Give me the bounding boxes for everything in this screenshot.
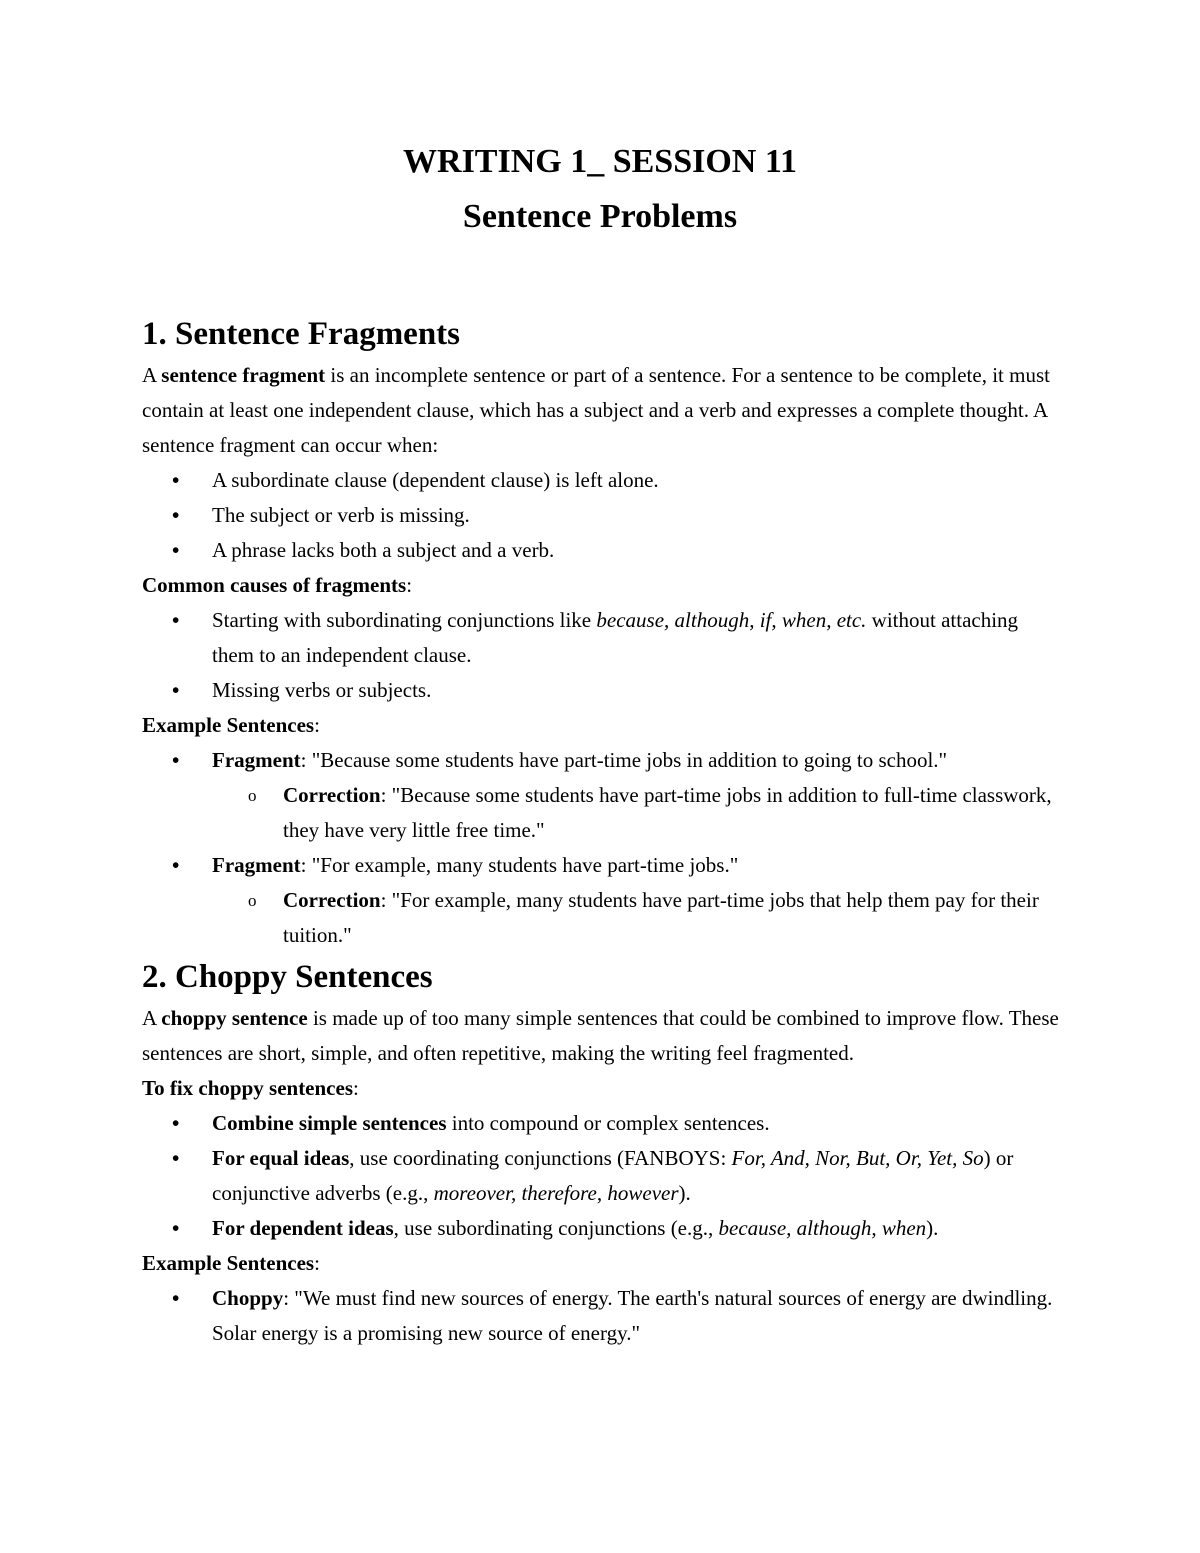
section-heading-choppy: 2. Choppy Sentences <box>142 959 433 995</box>
label-bold: Example Sentences <box>142 713 315 737</box>
text-run: , use subordinating conjunctions (e.g., <box>393 1216 719 1240</box>
list-item: • A subordinate clause (dependent clause) is left alone. <box>142 463 1062 498</box>
label-bold: Fragment <box>212 853 301 877</box>
text-run: : "We must find new sources of energy. The earth's natural sources of energy are dwindling. Solar energy is a promising new source of energy." <box>212 1286 1053 1345</box>
example-correction <box>142 778 1062 848</box>
example-fragment <box>142 848 1062 883</box>
text-run: A <box>142 1006 162 1030</box>
colon: : <box>406 573 413 597</box>
example-fragment <box>142 743 1062 778</box>
list-item: • The subject or verb is missing. <box>142 498 1062 533</box>
text-run: A <box>142 363 162 387</box>
term-choppy-sentence: choppy sentence <box>161 1006 308 1030</box>
colon: : <box>353 1076 359 1100</box>
term-sentence-fragment: sentence fragment <box>161 363 326 387</box>
italic-run: because, although, when <box>718 1216 927 1240</box>
text-run: , use coordinating conjunctions (FANBOYS: <box>349 1146 732 1170</box>
fragment-examples-list <box>142 743 1062 953</box>
document-subtitle: Sentence Problems <box>462 198 738 235</box>
list-item: • A phrase lacks both a subject and a verb. <box>142 533 1062 568</box>
document-title: WRITING 1_ SESSION 11 <box>403 143 797 180</box>
italic-run: For, And, Nor, But, Or, Yet, So <box>731 1146 984 1170</box>
document-body <box>142 310 1062 1351</box>
label-bold: Choppy <box>212 1286 284 1310</box>
examples-label <box>142 1246 1062 1281</box>
fragment-occurrence-list <box>142 463 1062 568</box>
label-bold: Fragment <box>212 748 301 772</box>
text-run: ). <box>678 1181 691 1205</box>
choppy-definition <box>142 1001 1062 1071</box>
text-run: : "Because some students have part-time jobs in addition to full-time classwork, they have very little free time." <box>283 783 1052 842</box>
text-run: : "For example, many students have part-time jobs that help them pay for their tuition." <box>283 888 1039 947</box>
text-run: into compound or complex sentences. <box>446 1111 770 1135</box>
text-run: is an incomplete sentence or part of a sentence. For a sentence to be complete, it must contain at least one independent clause, which has a subject and a verb and expresses a complete thought. A sentence fragment can occur when: <box>142 363 1050 457</box>
section-heading-fragments: 1. Sentence Fragments <box>142 316 461 352</box>
example-choppy <box>142 1281 1062 1351</box>
italic-run: because, although, if, when, etc. <box>596 608 867 632</box>
label-bold: For equal ideas <box>212 1146 350 1170</box>
list-item <box>142 1141 1062 1211</box>
label-bold: Example Sentences <box>142 1251 315 1275</box>
label-bold: Combine simple sentences <box>212 1111 447 1135</box>
list-item <box>142 1211 1062 1246</box>
text-run: without attaching them to an independent clause. <box>212 608 1019 667</box>
label-bold: Correction <box>283 888 381 912</box>
label-bold: Correction <box>283 783 381 807</box>
text-run: ). <box>926 1216 939 1240</box>
fix-label <box>142 1071 1062 1106</box>
label-bold: To fix choppy sentences <box>142 1076 353 1100</box>
list-item: • Missing verbs or subjects. <box>142 673 1062 708</box>
label-bold: Common causes of fragments <box>142 573 407 597</box>
text-run: is made up of too many simple sentences that could be combined to improve flow. These sentences are short, simple, and often repetitive, making the writing feel fragmented. <box>142 1006 1059 1065</box>
text-run: : "For example, many students have part-time jobs." <box>300 853 739 877</box>
list-item <box>142 1106 1062 1141</box>
colon: : <box>314 713 320 737</box>
causes-list <box>142 603 1062 708</box>
fix-list <box>142 1106 1062 1246</box>
fragment-definition <box>142 358 1062 463</box>
choppy-examples-list <box>142 1281 1062 1351</box>
text-run: Starting with subordinating conjunctions like <box>212 608 597 632</box>
list-item <box>142 603 1062 673</box>
italic-run: moreover, therefore, however <box>433 1181 679 1205</box>
label-bold: For dependent ideas <box>212 1216 394 1240</box>
colon: : <box>314 1251 320 1275</box>
causes-label <box>142 568 1062 603</box>
text-run: : "Because some students have part-time jobs in addition to going to school." <box>300 748 948 772</box>
text-run: ) or conjunctive adverbs (e.g., <box>212 1146 1014 1205</box>
examples-label <box>142 708 1062 743</box>
example-correction <box>142 883 1062 953</box>
